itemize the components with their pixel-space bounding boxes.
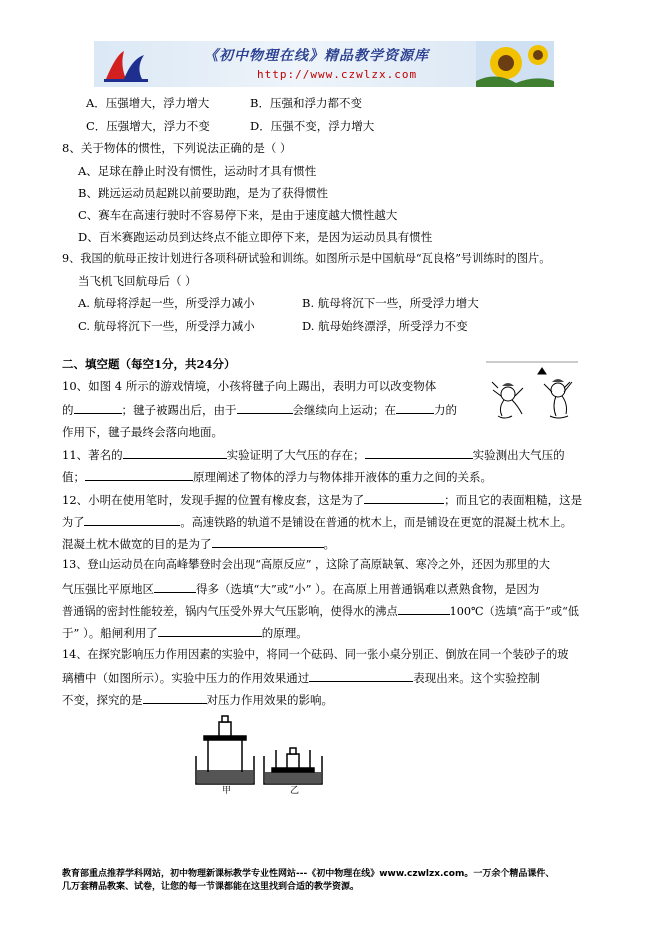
q9-option-d: D. 航母始终漂浮，所受浮力不变 [302,319,468,333]
q9-option-b: B. 航母将沉下一些，所受浮力增大 [302,296,479,310]
q8-option-a: A、足球在静止时没有惯性，运动时才具有惯性 [78,164,317,178]
q14-blank-1[interactable] [309,669,413,682]
q13-line-2 [62,580,539,597]
footer-line-1: 教育部重点推荐学科网站，初中物理新课标教学专业性网站---《初中物理在线》www.czwlzx.com。一万余个精品课件、 [62,869,555,879]
q9-stem-1: 9、我国的航母正按计划进行各项科研试验和训练。如图所示是中国航母“瓦良格”号训练时的图片。 [62,252,551,265]
q14-text: 对压力作用效果的影响。 [206,693,333,707]
q14-line-1: 14、在探究影响压力作用因素的实验中，将同一个砝码、同一张小桌分别正、倒放在同一个装砂子的玻 [62,648,569,661]
q10-line-2 [62,401,457,418]
q13-text: 气压强比平原地区 [62,582,154,596]
q11-blank-2[interactable] [365,446,473,459]
q13-line-1: 13、登山运动员在向高峰攀登时会出现“高原反应” ，这除了高原缺氧、寒冷之外，还因为那里的大 [62,558,550,571]
q12-text: 。 [323,537,335,551]
figure-label-left: 甲 [222,786,232,794]
q12-blank-3[interactable] [212,535,324,548]
q14-text: 不变，探究的是 [62,693,143,707]
q11-text: 11、著名的 [62,448,123,462]
q11-text: 实验测出大气压的 [472,448,565,462]
q13-line-3 [62,602,579,620]
q13-blank-1[interactable] [154,580,196,593]
q13-blank-2[interactable] [398,602,450,615]
q10-blank-1[interactable] [74,401,122,414]
banner-title: 《初中物理在线》精品教学资源库 [204,48,429,64]
q13-text: 于” ）。船闸利用了 [62,626,158,640]
q9-stem-2: 当飞机飞回航母后（ ） [78,274,197,288]
q11-line-1 [62,446,565,463]
q10-text: 会继续向上运动；在 [292,403,396,417]
q8-stem: 8、关于物体的惯性，下列说法正确的是（ ） [62,141,292,155]
q8-option-b: B、跳远运动员起跳以前要助跑，是为了获得惯性 [78,186,328,200]
q13-text: 100℃（选填“高于”或“低 [449,605,579,618]
header-banner [94,41,554,87]
q11-text: 实验证明了大气压的存在； [226,448,365,462]
section-2-heading: 二、填空题（每空1分，共24分） [62,357,236,371]
q11-blank-3[interactable] [85,468,193,481]
q10-text: ；毽子被踢出后，由于 [121,403,237,417]
q12-text: 12、小明在使用笔时，发现手握的位置有橡皮套，这是为了 [62,493,365,507]
q12-text: ；而且它的表面粗糙，这是 [444,493,583,507]
footer-line-2: 几万套精品教案、试卷，让您的每一节课都能在这里找到合适的教学资源。 [62,882,360,892]
banner-url[interactable]: http://www.czwlzx.com [257,68,418,81]
sunflower-icon [476,41,554,87]
q10-blank-3[interactable] [396,401,434,414]
q12-text: 混凝土枕木做宽的目的是为了 [62,537,212,551]
q12-blank-1[interactable] [364,491,444,504]
q9-option-c: C. 航母将沉下一些，所受浮力减小 [78,319,255,333]
q12-text: 。高速铁路的轨道不是铺设在普通的枕木上，而是铺设在更宽的混凝土枕木上。 [180,516,572,529]
q12-line-1 [62,491,582,508]
q10-line-3: 作用下，毽子最终会落向地面。 [62,425,223,439]
q14-blank-2[interactable] [143,691,207,704]
q12-line-3 [62,535,335,552]
q7-option-d: D．压强不变，浮力增大 [250,119,375,133]
q11-text: 值； [62,470,85,484]
q8-option-c: C、赛车在高速行驶时不容易停下来，是由于速度越大惯性越大 [78,208,398,222]
q11-line-2 [62,468,492,485]
q10-blank-2[interactable] [237,401,293,414]
q11-text: 原理阐述了物体的浮力与物体排开液体的重力之间的关系。 [193,470,492,484]
q11-blank-1[interactable] [123,446,227,459]
q10-text: 力的 [434,403,457,417]
pressure-experiment-figure [192,710,332,794]
shuttlecock-kids-illustration [486,360,578,426]
q7-option-b: B．压强和浮力都不变 [250,96,362,110]
q14-text: 璃槽中（如图所示）。实验中压力的作用效果通过 [62,671,310,685]
q12-line-2 [62,513,572,531]
q14-text: 表现出来。这个实验控制 [413,671,540,685]
q7-option-a: A．压强增大，浮力增大 [86,96,210,110]
q9-option-a: A. 航母将浮起一些，所受浮力减小 [78,296,255,310]
q10-text: 的 [62,403,74,417]
q13-blank-3[interactable] [158,624,262,637]
q12-text: 为了 [62,516,85,529]
q12-blank-2[interactable] [84,513,180,526]
q14-line-3 [62,691,333,708]
q8-option-d: D、百米赛跑运动员到达终点不能立即停下来，是因为运动员具有惯性 [78,230,433,244]
logo-icon [100,45,152,85]
q10-line-1: 10、如图 4 所示的游戏情境，小孩将毽子向上踢出，表明力可以改变物体 [62,379,437,393]
q13-text: 的原理。 [261,626,308,640]
q7-option-c: C．压强增大，浮力不变 [86,119,210,133]
q13-text: 得多（选填“大”或“小” ）。在高原上用普通锅难以煮熟食物，是因为 [196,582,540,596]
q14-line-2 [62,669,540,686]
figure-label-right: 乙 [290,786,300,794]
q13-line-4 [62,624,308,641]
q13-text: 普通锅的密封性能较差，锅内气压受外界大气压影响，使得水的沸点 [62,605,398,618]
